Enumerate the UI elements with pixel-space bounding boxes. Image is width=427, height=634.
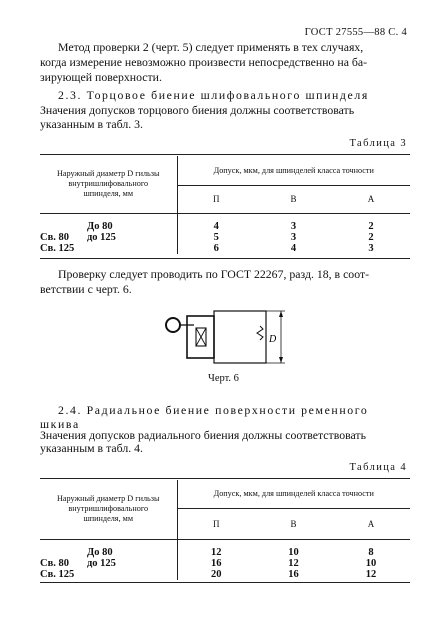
table-row: Св. 125 20 16 12 xyxy=(40,569,377,580)
table3-class-a: А xyxy=(367,194,375,204)
table-row: Св. 80 до 125 5 3 2 xyxy=(40,232,374,243)
table4-class-a: А xyxy=(367,518,375,529)
check-line-1: Проверку следует проводить по ГОСТ 22267, разд. 18, в соот- xyxy=(58,267,370,281)
figure-caption: Черт. 6 xyxy=(208,373,239,384)
section-heading-2-4-line-1: 2.4. Радиальное биение поверхности ременного xyxy=(58,403,369,417)
spindle-sleeve-icon xyxy=(214,311,266,363)
table-row: До 80 12 10 8 xyxy=(40,547,410,558)
intro-line-1: Метод проверки 2 (черт. 5) следует применять в тех случаях, xyxy=(58,40,364,54)
table4-class-v: В xyxy=(290,518,297,529)
table3-label: Таблица 3 xyxy=(349,138,407,149)
table4-class-p: П xyxy=(213,518,220,529)
table3-class-p: П xyxy=(213,194,220,204)
table-row: До 80 4 3 2 xyxy=(40,221,410,232)
table4-col1-header: Наружный диаметр D гильзы внутришлифовального шпинделя, мм xyxy=(40,480,177,539)
table4-group-header: Допуск, мкм, для шпинделей класса точности xyxy=(177,480,410,508)
intro-line-3: зирующей поверхности. xyxy=(40,70,162,84)
section1-text-2: указанным в табл. 3. xyxy=(40,117,143,131)
intro-line-2: когда измерение невозможно произвести непосредственно на ба- xyxy=(40,55,368,69)
table4-label: Таблица 4 xyxy=(349,462,407,473)
table-row: Св. 80 до 125 16 12 10 xyxy=(40,558,377,569)
check-line-2: ветствии с черт. 6. xyxy=(40,282,132,296)
table4-bottom-rule xyxy=(40,582,410,583)
table3-bottom-rule xyxy=(40,258,410,259)
section2-text-2: указанным в табл. 4. xyxy=(40,441,143,455)
section-heading-2-3: 2.3. Торцовое биение шлифовального шпинделя xyxy=(58,88,369,102)
table3 xyxy=(40,156,410,254)
indicator-dial-icon xyxy=(166,318,180,332)
table4 xyxy=(40,480,410,580)
table3-top-rule xyxy=(40,154,410,155)
table3-group-header: Допуск, мкм, для шпинделей класса точности xyxy=(177,156,410,185)
dimension-label: D xyxy=(269,334,277,345)
section2-text-1: Значения допусков радиального биения должны соответствовать xyxy=(40,428,366,442)
section1-text-1: Значения допусков торцового биения должны соответствовать xyxy=(40,103,355,117)
figure-6-drawing xyxy=(160,306,300,366)
table3-col1-header: Наружный диаметр D гильзы внутришлифовального шпинделя, мм xyxy=(40,156,177,213)
table4-top-rule xyxy=(40,478,410,479)
table3-class-v: В xyxy=(290,194,297,204)
page-header: ГОСТ 27555—88 С. 4 xyxy=(304,27,407,38)
section-heading-2-4-line-2: шкива xyxy=(40,417,80,431)
table-row: Св. 125 6 4 3 xyxy=(40,243,374,254)
